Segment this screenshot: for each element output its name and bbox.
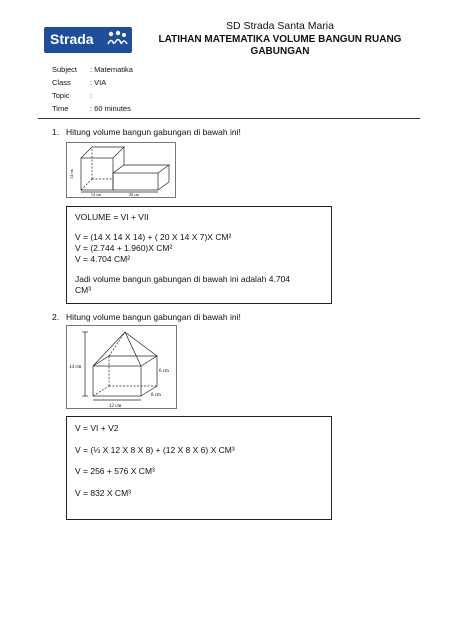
question-number: 1. (52, 127, 60, 137)
title-line-2: GABUNGAN (250, 46, 310, 57)
figure-1-drawing (67, 143, 175, 197)
meta-value: : Matematika (90, 65, 133, 74)
meta-time (52, 104, 131, 113)
answer-line: VOLUME = VI + VII (75, 212, 149, 222)
answer-line: V = 832 X CM³ (75, 488, 131, 498)
fig2-side-label: 6 cm (159, 369, 169, 374)
fig1-width1-label: 14 cm (91, 192, 101, 197)
meta-value: : (90, 91, 93, 100)
school-name: SD Strada Santa Maria (226, 20, 334, 32)
answer-line: V = 4.704 CM² (75, 254, 131, 264)
meta-value: : VIA (90, 78, 107, 87)
meta-subject (52, 65, 133, 74)
fig1-width2-label: 20 cm (129, 192, 139, 197)
meta-key: Class (52, 78, 71, 87)
answer-line: CM³ (75, 285, 92, 295)
fig1-height-label: 14 cm (69, 169, 74, 179)
title-line-1: LATIHAN MATEMATIKA VOLUME BANGUN RUANG (158, 34, 402, 45)
worksheet-title (130, 34, 430, 58)
logo-text: Strada (50, 31, 94, 47)
figure-2 (66, 325, 177, 409)
logo-people-icon (106, 29, 128, 49)
fig2-height-label: 14 cm (69, 365, 82, 370)
figure-2-drawing (67, 326, 176, 408)
answer-box-2 (66, 416, 332, 520)
answer-line: V = (2.744 + 1.960)X CM² (75, 243, 173, 253)
meta-value: : 60 minutes (90, 104, 131, 113)
fig2-depth-label: 8 cm (151, 393, 161, 398)
meta-key: Subject (52, 65, 78, 74)
question-2 (52, 312, 241, 322)
meta-key: Topic (52, 91, 70, 100)
meta-topic (52, 91, 92, 100)
question-text: Hitung volume bangun gabungan di bawah ini! (66, 312, 241, 322)
question-text: Hitung volume bangun gabungan di bawah ini! (66, 127, 241, 137)
answer-line: V = VI + V2 (75, 423, 119, 433)
divider (38, 118, 420, 119)
meta-key: Time (52, 104, 69, 113)
question-number: 2. (52, 312, 60, 322)
answer-line: V = (14 X 14 X 14) + ( 20 X 14 X 7)X CM² (75, 232, 232, 242)
answer-line: V = (⅓ X 12 X 8 X 8) + (12 X 8 X 6) X CM³ (75, 445, 235, 455)
answer-line: V = 256 + 576 X CM³ (75, 466, 155, 476)
question-1 (52, 127, 241, 137)
answer-box-1 (66, 206, 332, 304)
strada-logo (44, 27, 132, 53)
figure-1 (66, 142, 176, 198)
meta-class (52, 78, 106, 87)
answer-line: Jadi volume bangun gabungan di bawah ini adalah 4.704 (75, 274, 291, 284)
fig2-width-label: 12 cm (109, 404, 122, 408)
